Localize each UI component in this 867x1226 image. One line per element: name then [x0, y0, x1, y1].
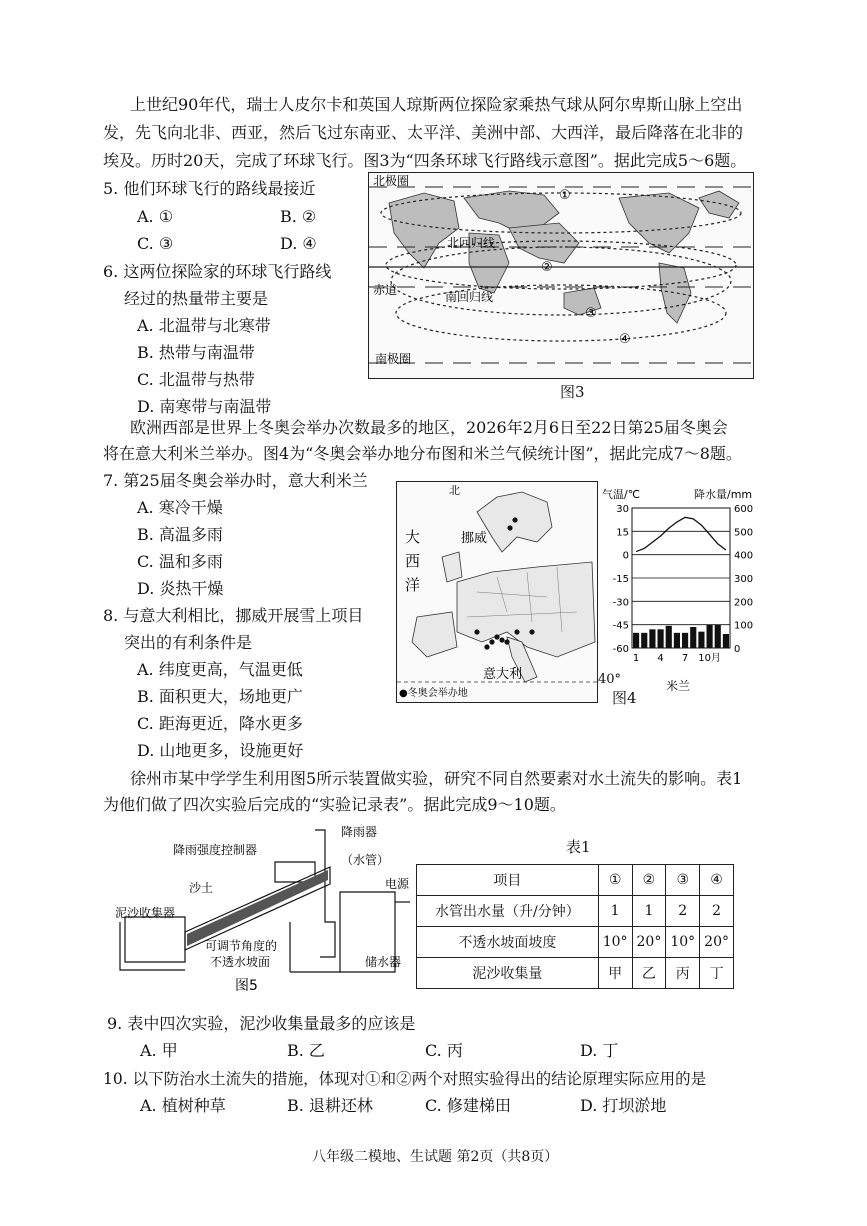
- precip-tick-label: 300: [734, 574, 754, 585]
- temp-tick-label: -15: [612, 574, 629, 585]
- sand-label: 沙土: [189, 881, 214, 895]
- table-cell: 10°: [598, 927, 632, 958]
- intro2-line1: 欧洲西部是世界上冬奥会举办次数最多的地区，2026年2月6日至22日第25届冬奥会: [130, 418, 728, 437]
- q6-option-c[interactable]: C. 北温带与热带: [137, 370, 255, 389]
- equator-label: 赤道: [373, 283, 398, 297]
- table-header-cell: ②: [632, 865, 666, 896]
- month-tick-label: 4: [657, 653, 664, 664]
- temp-tick-label: 15: [616, 527, 629, 539]
- olympic-site-dot: [494, 634, 499, 639]
- month-tick-label: 7: [681, 653, 689, 664]
- q6-option-d[interactable]: D. 南寒带与南温带: [137, 397, 272, 416]
- world-route-map: [368, 172, 754, 379]
- precip-tick-label: 200: [734, 597, 754, 609]
- q5-option-a[interactable]: A. ①: [137, 207, 174, 226]
- iberia: [412, 612, 457, 657]
- figure-5-caption: 图5: [235, 978, 258, 994]
- table-cell: 1: [598, 896, 632, 927]
- table-header-cell: 项目: [417, 865, 599, 896]
- precip-bar: [666, 626, 672, 648]
- slope-label-2: 不透水坡面: [210, 955, 271, 969]
- precip-tick-label: 0: [734, 644, 741, 655]
- precip-tick-label: 600: [734, 504, 754, 515]
- table-row: [417, 958, 734, 989]
- q7-option-b[interactable]: B. 高温多雨: [137, 525, 223, 544]
- month-tick-label: 1: [632, 653, 640, 664]
- table-1-title: 表1: [566, 838, 591, 856]
- experiment-apparatus: [115, 822, 415, 1000]
- q6-option-a[interactable]: A. 北温带与北寒带: [137, 316, 271, 335]
- italy-label: 意大利: [483, 667, 523, 682]
- europe-olympics-map: [396, 481, 598, 703]
- table-cell: 乙: [632, 958, 666, 989]
- intro2-line2: 将在意大利米兰举办。图4为“冬奥会举办地分布图和米兰气候统计图”，据此完成7～8题。: [103, 444, 742, 463]
- ocean-label-1: 大: [405, 528, 421, 546]
- q7-option-a[interactable]: A. 寒冷干燥: [137, 498, 223, 517]
- temp-axis-label: 气温/℃: [602, 488, 641, 501]
- route-3-label: ③: [585, 306, 597, 321]
- olympic-site-dot: [507, 525, 512, 530]
- precip-bar: [723, 634, 729, 648]
- table-header-cell: ①: [598, 865, 632, 896]
- north-america: [619, 193, 699, 253]
- q8-stem-line1: 8. 与意大利相比，挪威开展雪上项目: [103, 606, 364, 625]
- q9-option-d[interactable]: D. 丁: [580, 1041, 619, 1060]
- power-label: 电源: [385, 877, 410, 891]
- olympic-site-dot: [512, 517, 517, 522]
- q10-option-d[interactable]: D. 打坝淤地: [580, 1096, 667, 1115]
- q8-option-b[interactable]: B. 面积更大，场地更广: [137, 687, 303, 706]
- q8-stem-line2: 突出的有利条件是: [124, 633, 253, 652]
- apparatus-graphic: [115, 822, 415, 1000]
- table-cell: 20°: [632, 927, 666, 958]
- table-row: [417, 927, 734, 958]
- north-label: 北: [449, 484, 460, 497]
- q5-stem: 5. 他们环球飞行的路线最接近: [103, 179, 316, 198]
- rain-device-sub-label: （水管）: [341, 853, 390, 867]
- olympic-site-dot: [499, 637, 504, 642]
- olympic-legend: ●冬奥会举办地: [399, 688, 468, 699]
- ocean-label-3: 洋: [405, 576, 421, 594]
- q5-option-c[interactable]: C. ③: [137, 234, 174, 253]
- precip-bar: [649, 629, 655, 648]
- precip-bar: [674, 633, 680, 648]
- south-america: [659, 263, 691, 323]
- temp-tick-label: 0: [622, 550, 629, 562]
- temp-tick-label: 30: [616, 504, 629, 515]
- collector-label: 泥沙收集器: [115, 906, 176, 920]
- table-cell: 2: [666, 896, 700, 927]
- q6-option-b[interactable]: B. 热带与南温带: [137, 343, 255, 362]
- q10-option-a[interactable]: A. 植树种草: [140, 1096, 226, 1115]
- figure-4-caption: 图4: [612, 689, 637, 707]
- world-map-graphic: [369, 173, 753, 378]
- tropic-capricorn-label: 南回归线: [445, 290, 494, 304]
- olympic-site-dot: [529, 629, 534, 634]
- precip-bar: [658, 629, 664, 648]
- precip-axis-label: 降水量/mm: [694, 488, 753, 501]
- q6-stem-line1: 6. 这两位探险家的环球飞行路线: [103, 262, 332, 281]
- precip-tick-label: 500: [734, 527, 754, 539]
- table-cell: 泥沙收集量: [417, 958, 599, 989]
- intro3-line2: 为他们做了四次实验后完成的“实验记录表”。据此完成9～10题。: [103, 795, 566, 814]
- q5-option-d[interactable]: D. ④: [280, 234, 317, 253]
- page-footer: 八年级二模地、生试题 第2页（共8页）: [312, 1149, 559, 1165]
- q6-stem-line2: 经过的热量带主要是: [124, 289, 269, 308]
- table-header-row: [417, 865, 734, 896]
- q8-option-c[interactable]: C. 距海更近，降水更多: [137, 714, 303, 733]
- tropic-cancer-label: 北回归线: [447, 236, 496, 250]
- rain-pipe: [315, 830, 335, 957]
- olympic-site-dot: [489, 639, 494, 644]
- table-cell: 不透水坡面坡度: [417, 927, 599, 958]
- table-row: [417, 896, 734, 927]
- q10-stem: 10. 以下防治水土流失的措施，体现对①和②两个对照实验得出的结论原理实际应用的是: [103, 1070, 707, 1088]
- route-1-label: ①: [559, 188, 571, 203]
- intro1-line3: 埃及。历时20天，完成了环球飞行。图3为“四条环球飞行路线示意图”。据此完成5～6题。: [103, 151, 747, 170]
- temp-tick-label: -45: [612, 620, 629, 632]
- table-cell: 丙: [666, 958, 700, 989]
- q5-option-b[interactable]: B. ②: [280, 207, 317, 226]
- q9-option-b[interactable]: B. 乙: [287, 1041, 325, 1060]
- temperature-curve: [636, 517, 726, 551]
- olympic-site-dot: [504, 639, 509, 644]
- precip-bar: [698, 632, 704, 648]
- q9-option-c[interactable]: C. 丙: [425, 1041, 463, 1060]
- precip-bars: [633, 625, 729, 648]
- month-tick-label: 10月: [698, 653, 721, 664]
- support-frame: [290, 922, 340, 972]
- precip-tick-label: 400: [734, 550, 754, 562]
- q8-option-d[interactable]: D. 山地更多，设施更好: [137, 741, 304, 760]
- table-cell: 2: [700, 896, 734, 927]
- table-cell: 20°: [700, 927, 734, 958]
- intro3-line1: 徐州市某中学学生利用图5所示装置做实验，研究不同自然要素对水土流失的影响。表1: [130, 769, 743, 788]
- arctic-circle-label: 北极圈: [373, 174, 410, 188]
- olympic-site-dot: [474, 629, 479, 634]
- milan-climate-chart: [602, 484, 762, 694]
- figure-3-caption: 图3: [560, 383, 585, 401]
- precip-bar: [690, 627, 696, 648]
- intro1-line1: 上世纪90年代，瑞士人皮尔卡和英国人琼斯两位探险家乘热气球从阿尔卑斯山脉上空出: [130, 95, 743, 114]
- q7-option-d[interactable]: D. 炎热干燥: [137, 579, 224, 598]
- precip-bar: [715, 625, 721, 648]
- table-cell: 水管出水量（升/分钟）: [417, 896, 599, 927]
- table-cell: 甲: [598, 958, 632, 989]
- norway-label: 挪威: [461, 531, 488, 546]
- q7-option-c[interactable]: C. 温和多雨: [137, 552, 223, 571]
- q7-stem: 7. 第25届冬奥会举办时，意大利米兰: [103, 471, 368, 490]
- route-4-label: ④: [619, 332, 631, 347]
- precip-bar: [682, 633, 688, 648]
- north-america-west: [389, 193, 459, 268]
- q9-option-a[interactable]: A. 甲: [140, 1041, 178, 1060]
- antarctic-circle-label: 南极圈: [375, 352, 412, 366]
- greenland-europe: [699, 191, 739, 218]
- experiment-record-table: [416, 864, 734, 989]
- olympic-site-dot: [514, 629, 519, 634]
- temp-tick-label: -60: [612, 644, 629, 655]
- slope-label-1: 可调节角度的: [205, 939, 278, 953]
- precip-tick-label: 100: [734, 620, 754, 632]
- precip-bar: [707, 625, 713, 648]
- climate-chart-svg: [602, 484, 762, 694]
- route-2-label: ②: [541, 260, 553, 275]
- controller-label: 降雨强度控制器: [173, 843, 258, 857]
- intro1-line2: 发，先飞向北非、西亚，然后飞过东南亚、太平洋、美洲中部、大西洋，最后降落在北非的: [103, 123, 744, 142]
- table-header-cell: ③: [666, 865, 700, 896]
- collector-tray: [125, 917, 185, 962]
- table-cell: 1: [632, 896, 666, 927]
- ocean-label-2: 西: [405, 552, 421, 570]
- temp-tick-label: -30: [612, 597, 629, 609]
- olympic-site-dot: [484, 644, 489, 649]
- british-isles: [442, 552, 462, 582]
- rain-device-label: 降雨器: [341, 825, 378, 839]
- q9-stem: 9. 表中四次实验，泥沙收集量最多的应该是: [107, 1014, 416, 1033]
- europe-map-graphic: [397, 482, 597, 702]
- table-cell: 丁: [700, 958, 734, 989]
- precip-bar: [633, 633, 639, 648]
- table-cell: 10°: [666, 927, 700, 958]
- q10-option-c[interactable]: C. 修建梯田: [425, 1096, 511, 1115]
- mainland-europe: [457, 562, 595, 657]
- tank-label: 储水器: [365, 955, 402, 969]
- latitude-40-label: 40°: [598, 672, 622, 687]
- table-header-cell: ④: [700, 865, 734, 896]
- asia-south: [509, 223, 579, 263]
- q8-option-a[interactable]: A. 纬度更高，气温更低: [137, 660, 303, 679]
- city-label: 米兰: [666, 679, 691, 693]
- collector-base: [120, 922, 185, 970]
- precip-bar: [641, 633, 647, 648]
- q10-option-b[interactable]: B. 退耕还林: [287, 1096, 373, 1115]
